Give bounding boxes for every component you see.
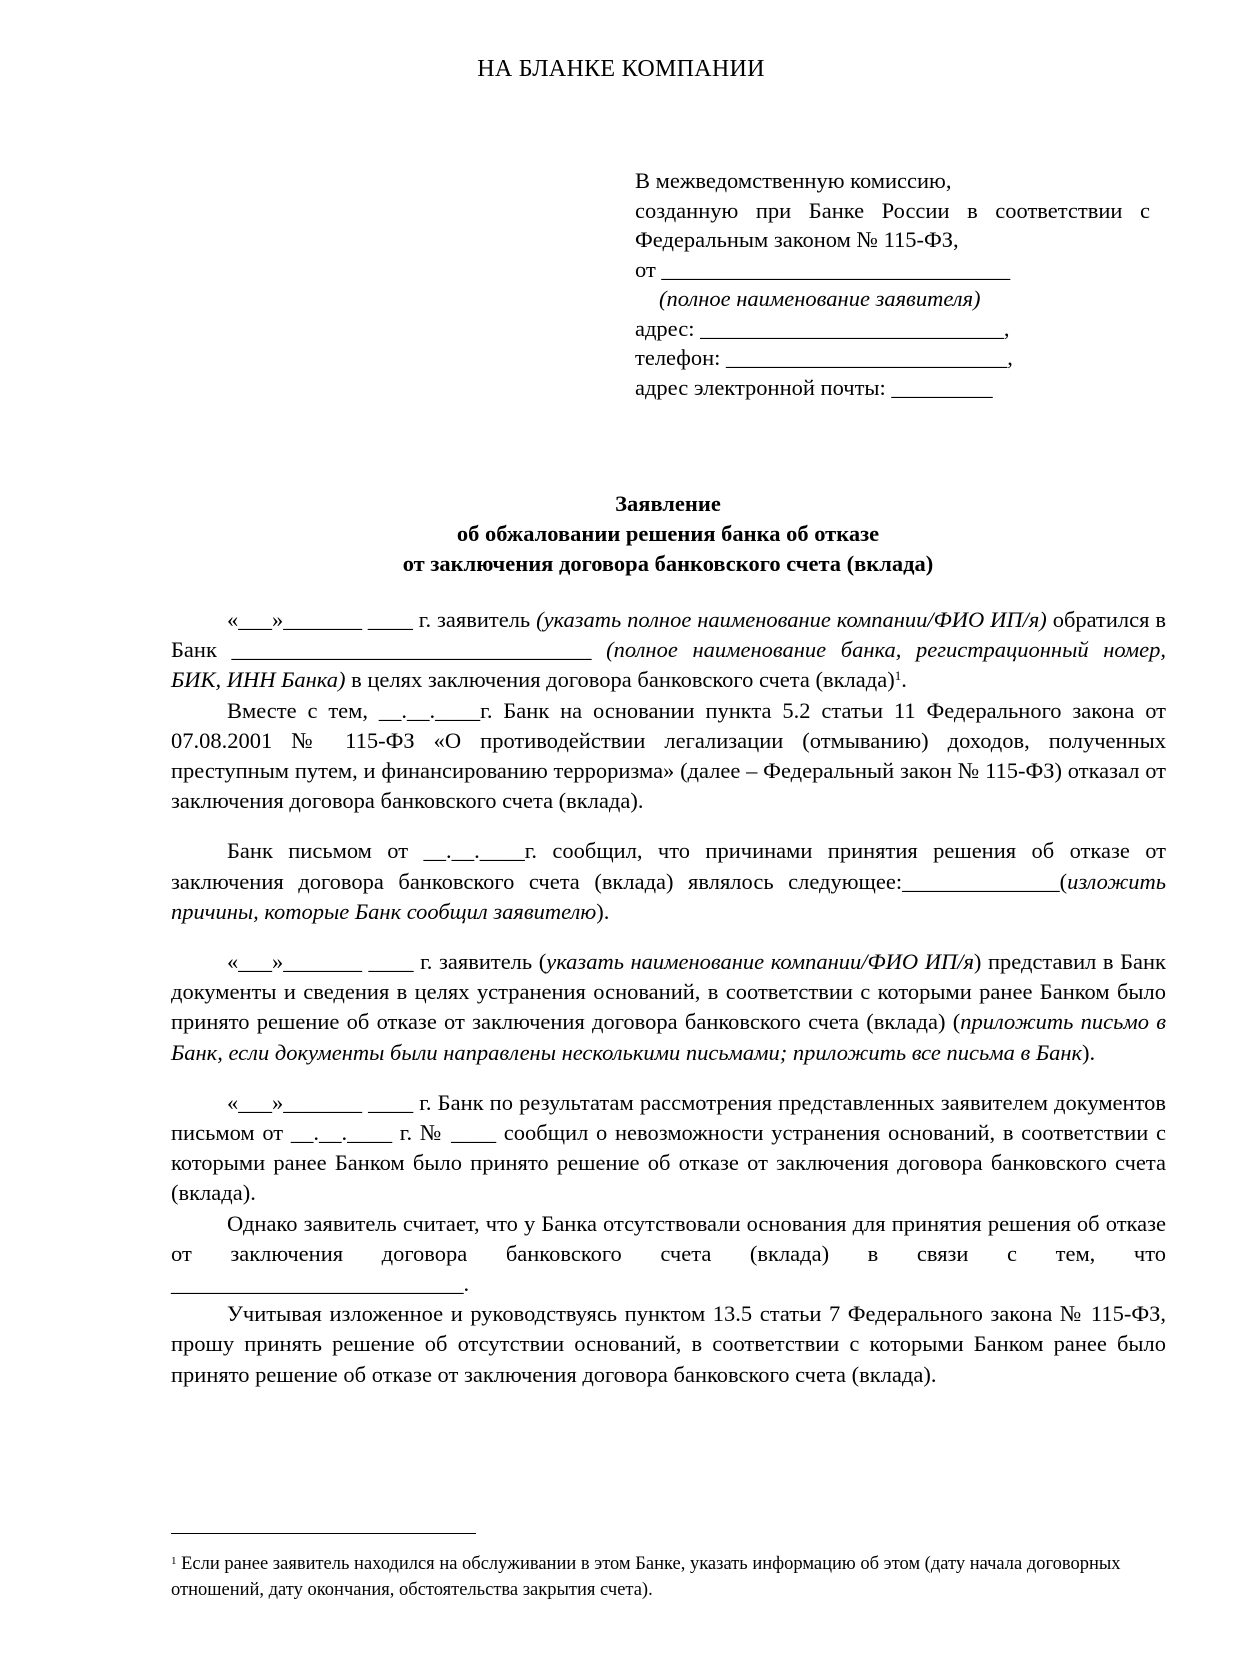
footnote-divider	[171, 1533, 476, 1534]
footnote-ref: 1	[894, 668, 902, 684]
footnote-text: Если ранее заявитель находился на обслуживании в этом Банке, указать информацию об этом (дату начала договорных отношений, дату окончания, обстоятельства закрытия счета).	[171, 1554, 1121, 1600]
addressee-block	[635, 166, 1150, 402]
footnote	[171, 1551, 1166, 1603]
paragraph-request: Учитывая изложенное и руководствуясь пунктом 13.5 статьи 7 Федерального закона № 115-ФЗ, прошу принять решение об отсутствии оснований, в соответствии с которыми Банком ранее было принято решение об отказе от заключения договора банковского счета (вклада).	[171, 1301, 1166, 1387]
paragraph-refusal: Вместе с тем, __.__.____г. Банк на основании пункта 5.2 статьи 11 Федерального закона от 07.08.2001 № 115-ФЗ «О противодействии легализации (отмыванию) доходов, полученных преступным путем, и финансированию терроризма» (далее – Федеральный закон № 115-ФЗ) отказал от заключения договора банковского счета (вклада).	[171, 697, 1166, 814]
phone-line: телефон: _________________________,	[635, 345, 1013, 370]
title-line-1: Заявление	[615, 491, 721, 516]
paragraph-bank-response: «___»_______ ____ г. Банк по результатам рассмотрения представленных заявителем документов письмом от __.__.____ г. № ____ сообщил о невозможности устранения оснований, в соответствии с которыми ранее Банком было принято решение об отказе от заключения договора банковского счета (вклада).	[171, 1089, 1166, 1206]
paragraph-applicant-objection: Однако заявитель считает, что у Банка отсутствовали основания для принятия решения об отказе от заключения договора банковского счета (вклада) в связи с тем, что	[171, 1210, 1166, 1266]
applicant-name-note: (полное наименование заявителя)	[659, 286, 981, 311]
paragraph-application-date: «___»_______ ____ г. заявитель (указать полное наименование компании/ФИО ИП/я) обратился в Банк ________________________________ (полное наименование банка, регистрационный номер, БИК, ИНН Банка) в целях заключения договора банковского счета (вклада)$^1$.	[171, 607, 1167, 693]
from-blank: _______________________________	[661, 256, 1011, 282]
letterhead-label: НА БЛАНКЕ КОМПАНИИ	[477, 56, 765, 82]
addressee-line-3: Федеральным законом № 115-ФЗ,	[635, 227, 959, 252]
objection-blank: __________________________.	[171, 1271, 470, 1297]
paragraph-bank-letter: Банк письмом от __.__.____г. сообщил, что причинами принятия решения об отказе от заключения договора банковского счета (вклада) являлось следующее:______________(изложить причины, которые Банк сообщил заявителю).	[171, 838, 1166, 924]
document-body	[171, 605, 1166, 1390]
address-line: адрес: ___________________________,	[635, 315, 1010, 341]
addressee-line-1: В межведомственную комиссию,	[635, 168, 952, 193]
title-line-2: об обжаловании решения банка об отказе	[456, 521, 880, 546]
from-label: от	[635, 256, 656, 282]
document-title	[0, 489, 1242, 579]
email-line: адрес электронной почты: _________	[635, 374, 993, 400]
applicant-from-line	[635, 255, 1150, 285]
addressee-line-2: созданную при Банке России в соответствии с	[635, 197, 1150, 223]
footnote-marker: 1	[171, 1555, 177, 1567]
title-line-3: от заключения договора банковского счета (вклада)	[402, 551, 934, 576]
paragraph-documents-submitted: «___»_______ ____ г. заявитель (указать наименование компании/ФИО ИП/я) представил в Банк документы и сведения в целях устранения оснований, в соответствии с которыми ранее Банком было принято решение об отказе от заключения договора банковского счета (вклада) (приложить письмо в Банк, если документы были направлены несколькими письмами; приложить все письма в Банк).	[171, 949, 1166, 1065]
